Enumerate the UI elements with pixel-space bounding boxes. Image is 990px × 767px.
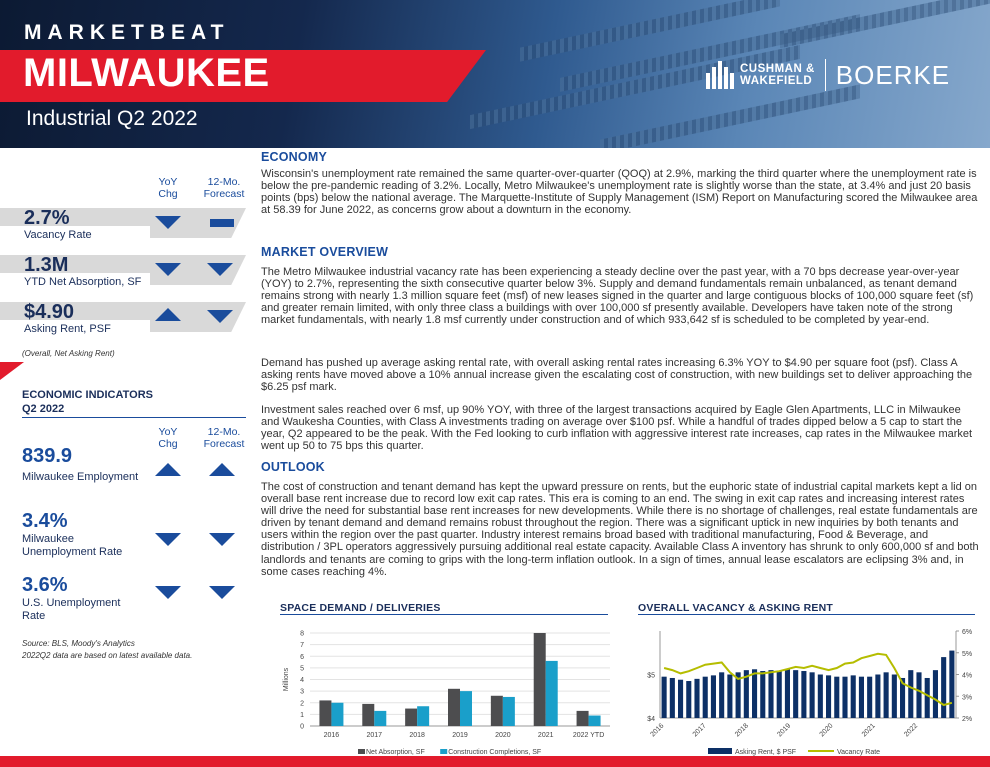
logo-cw-line2: WAKEFIELD	[740, 75, 813, 87]
y-tick-label: 1	[300, 711, 304, 719]
bar-asking-rent	[834, 677, 839, 718]
ei-col-forecast: 12-Mo. Forecast	[203, 426, 245, 450]
outlook-text: The cost of construction and tenant demand has kept the upward pressure on rents, but the euphoric state of industrial capital markets kept a lid on overall base rent increase due to record low exit cap rates. This era is coming to an end. The swing in exit cap rates and increasing interest rates will drive the need for substantial base rent increases for new developments. While there is no shortage of challenges, real estate fundamentals are driven by tenant demand and demand remains robust throughout the region. There was a significant uptick in new inquiries by both tenants and users within the region over the past quarter. Industry interest remains broad based with traditional manufacturing, Food & Beverage, and distribution / 3PL operators aggressively pursuing additional real estate capacity. Available Class A inventory has shrunk to only 600,000 sf and both landlords and tenants are coming to grips with the long-term inflation outlook. In a sign of times, annual lease escalators are eclipsing 3% and, in some cases reaching 4%.	[261, 481, 979, 578]
kpi-value: $4.90	[24, 301, 75, 323]
economy-heading: ECONOMY	[261, 150, 327, 164]
bar-asking-rent	[892, 675, 897, 719]
arrow-down-icon	[155, 216, 181, 229]
bar-asking-rent	[826, 675, 831, 718]
x-tick-label: 2018	[409, 732, 425, 739]
city-title: MILWAUKEE	[23, 51, 270, 95]
ei-label: Milwaukee Employment	[22, 471, 139, 483]
x-tick-label: 2017	[691, 722, 708, 739]
x-tick-label: 2016	[649, 722, 666, 739]
y-tick-label: 3	[300, 688, 304, 696]
x-tick-label: 2021	[537, 732, 554, 739]
chart1-title: SPACE DEMAND / DELIVERIES	[280, 602, 441, 614]
ei-value: 3.4%	[22, 510, 68, 532]
vacancy-rent-chart	[628, 616, 990, 761]
bar-asking-rent	[662, 677, 667, 718]
x-tick-label: 2022 YTD	[572, 732, 605, 739]
bar-asking-rent	[933, 670, 938, 718]
arrow-down-icon	[209, 586, 235, 599]
bar-asking-rent	[793, 670, 798, 718]
legend-swatch	[708, 748, 732, 754]
bar-construction-completions	[460, 691, 472, 726]
chart2-title: OVERALL VACANCY & ASKING RENT	[638, 602, 834, 614]
y-tick-label: 5	[300, 665, 304, 673]
bar-asking-rent	[818, 675, 823, 719]
bar-asking-rent	[785, 669, 790, 718]
kpi-net-absorption	[0, 251, 246, 291]
legend-label: Construction Completions, SF	[448, 749, 542, 756]
y-tick-label: 8	[300, 630, 304, 638]
bar-asking-rent	[752, 669, 757, 718]
arrow-up-icon	[155, 308, 181, 321]
source-line2: 2022Q2 data are based on latest available data.	[22, 651, 193, 660]
bar-asking-rent	[884, 672, 889, 718]
space-demand-chart	[258, 616, 628, 761]
source-line1: Source: BLS, Moody's Analytics	[22, 639, 135, 648]
ei-label: Milwaukee Unemployment Rate	[22, 533, 123, 558]
kpi-label: YTD Net Absorption, SF	[24, 276, 145, 288]
y-tick-label: 0	[300, 723, 304, 731]
y-tick-label: 2	[300, 700, 304, 708]
ei-value: 839.9	[22, 445, 73, 467]
market-paragraph-3: Investment sales reached over 6 msf, up 90% YOY, with three of the largest transactions acquired by Eagle Glen Apartments, LLC in Milwaukee and Waukesha Counties, with Class A investments trading on average over $100 psf. While a handful of trades dipped below a 5 cap to start the year, Q2 appeared to be the peak. With the Fed looking to curb inflation with aggressive interest rate increases, cap rates in the Milwaukee market went up 50 to 75 bps this quarter.	[261, 404, 973, 453]
market-paragraph-2: Demand has pushed up average asking rental rate, with overall asking rental rates increasing 6.3% YOY to $4.90 per square foot (psf). Class A asking rents have moved above a 10% annual increase given the escalating cost of construction, with new buildings set to deliver approaching the $6.25 psf mark.	[261, 357, 973, 394]
y-tick-label: $5	[647, 672, 655, 680]
x-tick-label: 2020	[818, 722, 835, 739]
bar-construction-completions	[589, 716, 601, 726]
bar-asking-rent	[768, 670, 773, 718]
bar-asking-rent	[703, 677, 708, 718]
bar-asking-rent	[694, 679, 699, 718]
bar-construction-completions	[331, 703, 343, 726]
economy-text: Wisconsin's unemployment rate remained the same quarter-over-quarter (QOQ) at 2.9%, marking the third quarter where the unemployment rate is below the pre-pandemic reading of 3.2%. Locally, Metro Milwaukee's unemployment rate is slightly worse than the state, at 3.4% and just 20 basis points (bps) below the national average. The Marquette-Institute of Supply Management (ISM) Report on Manufacturing scored the Milwaukee area at 58.39 for June 2022, as concerns grow about a downturn in the economy.	[261, 168, 978, 217]
y2-tick-label: 4%	[962, 672, 973, 680]
ei-title-line2: Q2 2022	[22, 403, 65, 415]
bar-asking-rent	[719, 672, 724, 718]
bar-asking-rent	[678, 680, 683, 718]
bar-net-absorption	[448, 689, 460, 726]
x-tick-label: 2018	[734, 722, 750, 739]
cw-building-icon	[706, 61, 734, 89]
header-banner	[0, 0, 990, 148]
arrow-down-icon	[155, 533, 181, 546]
y2-tick-label: 2%	[962, 716, 973, 723]
marketbeat-label: MARKETBEAT	[24, 21, 230, 44]
bar-net-absorption	[319, 700, 331, 726]
ei-title-line1: ECONOMIC INDICATORS	[22, 389, 153, 401]
kpi-value: 2.7%	[24, 207, 70, 229]
bar-asking-rent	[801, 671, 806, 718]
bar-net-absorption	[491, 696, 503, 726]
company-logo	[706, 59, 950, 91]
legend-label: Asking Rent, $ PSF	[735, 749, 797, 756]
bar-net-absorption	[405, 709, 417, 726]
report-subtitle: Industrial Q2 2022	[26, 107, 198, 130]
bar-asking-rent	[760, 671, 765, 718]
bar-net-absorption	[362, 704, 374, 726]
kpi-label: Vacancy Rate	[24, 229, 96, 241]
y2-tick-label: 3%	[962, 694, 973, 702]
bar-asking-rent	[875, 675, 880, 719]
market-overview-heading: MARKET OVERVIEW	[261, 245, 389, 259]
footer-red-bar	[0, 756, 990, 767]
y-tick-label: 7	[300, 642, 304, 650]
bar-asking-rent	[908, 670, 913, 718]
y-tick-label: $4	[647, 716, 655, 723]
market-paragraph-1: The Metro Milwaukee industrial vacancy rate has been experiencing a steady decline over the past year, with a 70 bps decrease year-over-year (YOY) to 2.7%, representing the sixth consecutive quarter below 3%. Supply and demand fundamentals remain unbalanced, as tenant demand remains strong with nearly 1.3 million square feet (msf) of new leases signed in the quarter and large contiguous blocks of 100,000 square feet (sf) and greater remain limited, with only three class a buildings with over 100,000 sf presently available. Developers have taken note of the strong market fundamentals, with nearly 1.8 msf currently under construction and of which 933,642 sf is scheduled to be completed by year-end.	[261, 266, 974, 327]
legend-swatch	[358, 749, 365, 754]
bar-asking-rent	[810, 672, 815, 718]
source-note	[22, 638, 192, 662]
arrow-down-icon	[207, 310, 233, 323]
divider	[280, 614, 608, 615]
x-tick-label: 2022	[903, 722, 920, 739]
bar-asking-rent	[867, 677, 872, 718]
y-tick-label: 6	[300, 653, 304, 661]
y-tick-label: 4	[300, 677, 304, 684]
arrow-down-icon	[155, 263, 181, 276]
bar-asking-rent	[686, 681, 691, 718]
bar-asking-rent	[727, 675, 732, 719]
kpi-value: 1.3M	[24, 254, 69, 276]
bar-asking-rent	[859, 677, 864, 718]
legend-label: Net Absorption, SF	[366, 749, 425, 756]
bar-asking-rent	[925, 678, 930, 718]
arrow-down-icon	[207, 263, 233, 276]
bar-asking-rent	[916, 672, 921, 718]
kpi-label: Asking Rent, PSF	[24, 323, 115, 335]
charts-area	[258, 600, 990, 761]
legend-label: Vacancy Rate	[837, 749, 881, 756]
bar-net-absorption	[534, 633, 546, 726]
divider	[638, 614, 975, 615]
kpi-col-forecast: 12-Mo. Forecast	[203, 176, 245, 200]
kpi-note: (Overall, Net Asking Rent)	[22, 349, 115, 358]
bar-construction-completions	[503, 697, 515, 726]
y2-tick-label: 6%	[962, 629, 973, 636]
x-tick-label: 2016	[323, 732, 340, 739]
bar-asking-rent	[670, 678, 675, 718]
bar-net-absorption	[577, 711, 589, 726]
kpi-vacancy	[0, 204, 246, 244]
y-axis-label: Millions	[283, 667, 290, 692]
x-tick-label: 2019	[776, 722, 793, 739]
outlook-heading: OUTLOOK	[261, 460, 325, 474]
economic-indicators-title	[22, 388, 153, 416]
y2-tick-label: 5%	[962, 650, 973, 658]
arrow-down-icon	[155, 586, 181, 599]
red-accent-triangle	[0, 362, 24, 380]
bar-asking-rent	[941, 657, 946, 718]
ei-value: 3.6%	[22, 574, 68, 596]
bar-asking-rent	[711, 675, 716, 718]
bar-asking-rent	[842, 677, 847, 718]
kpi-asking-rent	[0, 298, 246, 338]
x-tick-label: 2019	[452, 732, 468, 739]
flat-dash-icon	[210, 219, 234, 227]
x-tick-label: 2021	[860, 722, 877, 739]
bar-asking-rent	[777, 671, 782, 718]
bar-construction-completions	[417, 706, 429, 726]
kpi-col-yoy: YoY Chg	[158, 176, 178, 200]
sidebar	[0, 148, 250, 761]
bar-asking-rent	[949, 651, 954, 718]
divider	[22, 417, 246, 418]
arrow-down-icon	[209, 533, 235, 546]
bar-asking-rent	[851, 675, 856, 718]
x-tick-label: 2017	[366, 732, 383, 739]
arrow-up-icon	[209, 463, 235, 476]
ei-col-yoy: YoY Chg	[158, 426, 178, 450]
bar-construction-completions	[546, 661, 558, 726]
x-tick-label: 2020	[495, 732, 511, 739]
logo-boerke: BOERKE	[835, 59, 951, 90]
logo-cw-line1: CUSHMAN &	[740, 63, 815, 75]
bar-construction-completions	[374, 711, 386, 726]
ei-label: U.S. Unemployment Rate	[22, 597, 121, 622]
legend-swatch	[440, 749, 447, 754]
arrow-up-icon	[155, 463, 181, 476]
